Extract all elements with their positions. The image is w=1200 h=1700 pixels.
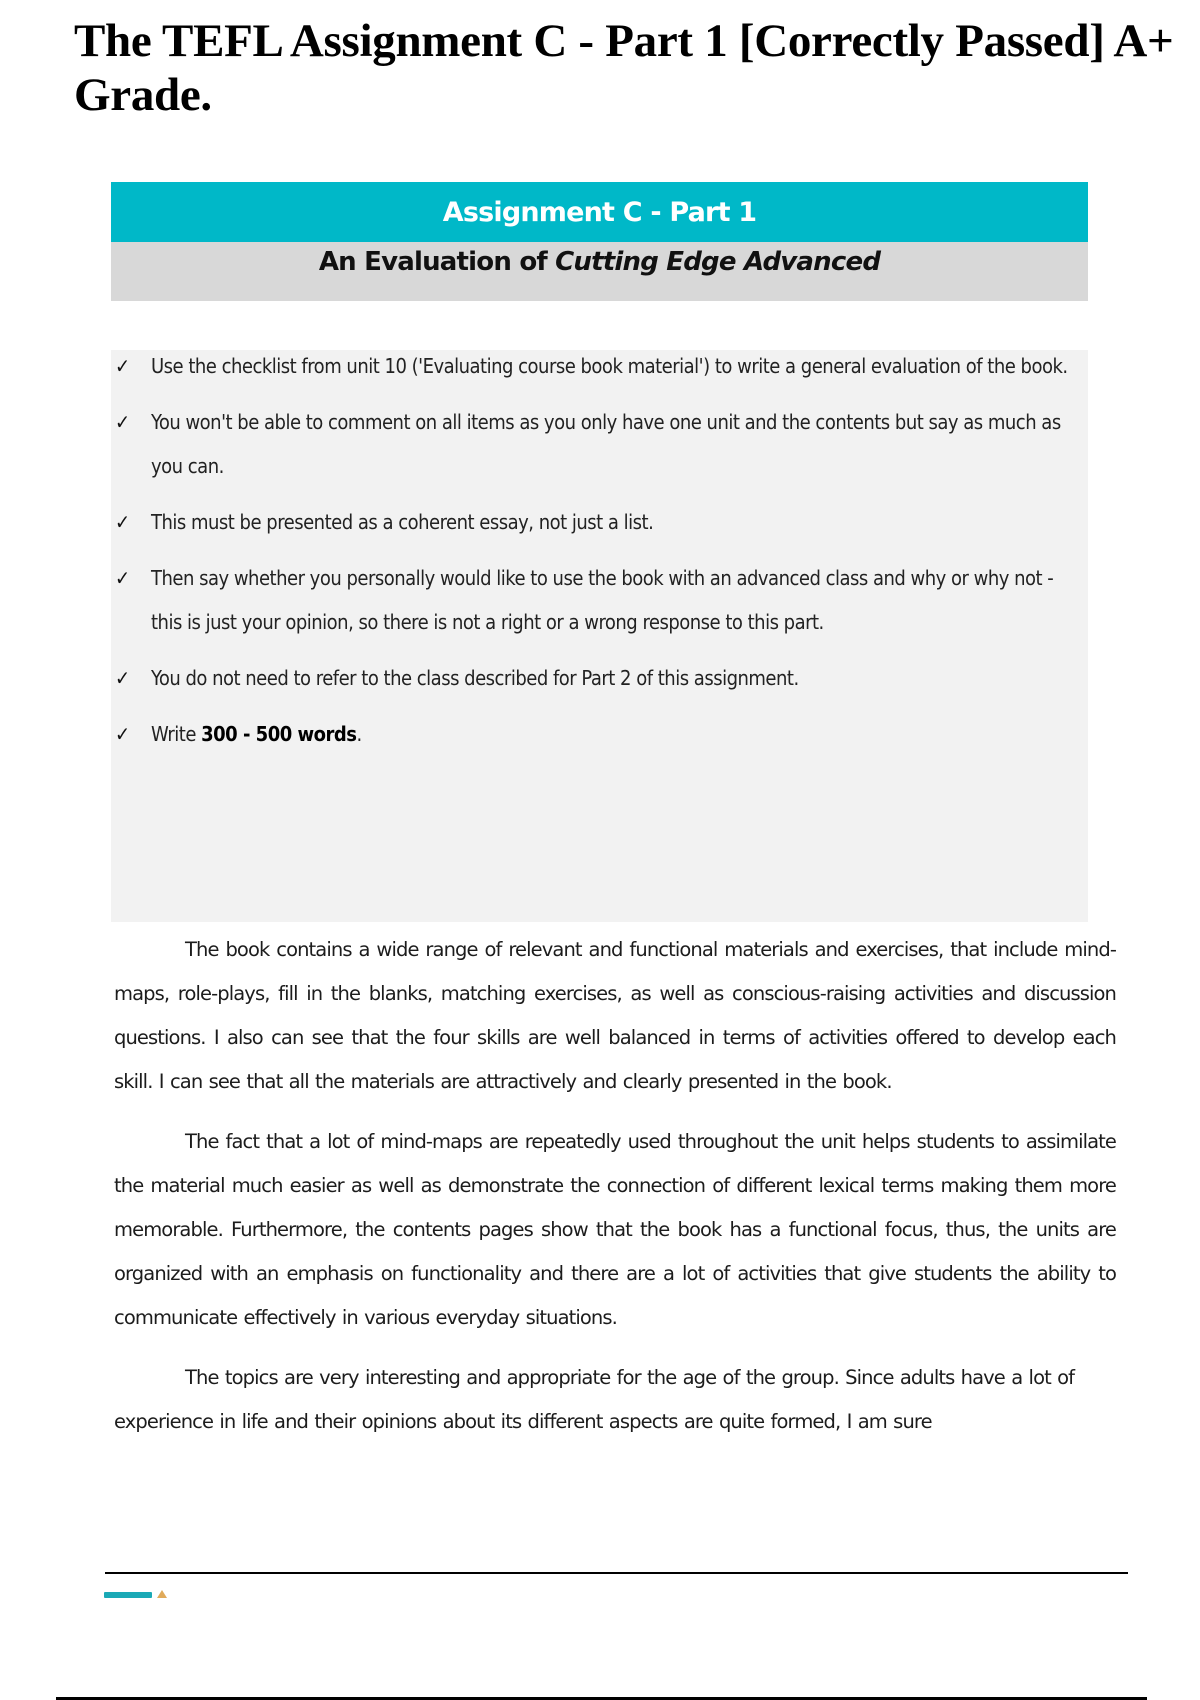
essay-paragraph: The book contains a wide range of relevant and functional materials and exercises, that include mind-maps, role-plays, fill in the blanks, matching exercises, as well as conscious-raising activities and discussion questions. I also can see that the four skills are well balanced in terms of activities offered to develop each skill. I can see that all the materials are attractively and clearly presented in the book. <box>114 938 1116 1093</box>
essay-body <box>114 928 1116 1460</box>
checklist-item <box>111 712 1088 756</box>
checklist-item <box>111 500 1088 544</box>
checklist-item <box>111 556 1088 644</box>
footer-logo-bar-icon <box>104 1592 152 1598</box>
check-icon: ✓ <box>115 722 130 746</box>
check-icon: ✓ <box>115 510 130 534</box>
footer-triangle-icon <box>157 1590 167 1598</box>
checklist-item-text: You do not need to refer to the class described for Part 2 of this assignment. <box>151 666 799 690</box>
checklist-item-prefix: Write <box>151 722 202 746</box>
essay-paragraph: The fact that a lot of mind-maps are repeatedly used throughout the unit helps students to assimilate the material much easier as well as demonstrate the connection of different lexical terms making them more memorable. Furthermore, the contents pages show that the book has a functional focus, thus, the units are organized with an emphasis on functionality and there are a lot of activities that give students the ability to communicate effectively in various everyday situations. <box>114 1130 1116 1329</box>
banner-heading-bar <box>111 182 1088 242</box>
checklist-item <box>111 400 1088 488</box>
check-icon: ✓ <box>115 354 130 378</box>
document-title: The TEFL Assignment C - Part 1 [Correctly Passed] A+ Grade. <box>74 15 1174 121</box>
banner-heading: Assignment C - Part 1 <box>442 196 757 228</box>
book-title: Cutting Edge Advanced <box>555 247 881 277</box>
banner-subheading-bar <box>111 242 1088 301</box>
check-icon: ✓ <box>115 666 130 690</box>
banner-subheading-prefix: An Evaluation of <box>318 247 556 277</box>
check-icon: ✓ <box>115 566 130 590</box>
footer-divider <box>105 1572 1128 1574</box>
essay-paragraph: The topics are very interesting and appropriate for the age of the group. Since adults have a lot of experience in life and their opinions about its different aspects are quite formed, I am sure <box>114 1366 1075 1433</box>
assignment-banner <box>111 182 1088 301</box>
checklist-item-text: Use the checklist from unit 10 ('Evaluating course book material') to write a general evaluation of the book. <box>151 354 1068 378</box>
checklist-item-text: This must be presented as a coherent essay, not just a list. <box>151 510 654 534</box>
instructions-checklist <box>111 350 1088 922</box>
checklist-item <box>111 656 1088 700</box>
word-count-requirement: 300 - 500 words <box>201 722 357 746</box>
checklist-item-text: Then say whether you personally would like to use the book with an advanced class and why or why not - this is just your opinion, so there is not a right or a wrong response to this part. <box>151 566 1054 634</box>
banner-subheading <box>319 242 880 282</box>
checklist-item-suffix: . <box>356 722 362 746</box>
checklist-item-text: You won't be able to comment on all items as you only have one unit and the contents but say as much as you can. <box>151 410 1061 478</box>
checklist-item <box>111 344 1088 388</box>
check-icon: ✓ <box>115 410 130 434</box>
